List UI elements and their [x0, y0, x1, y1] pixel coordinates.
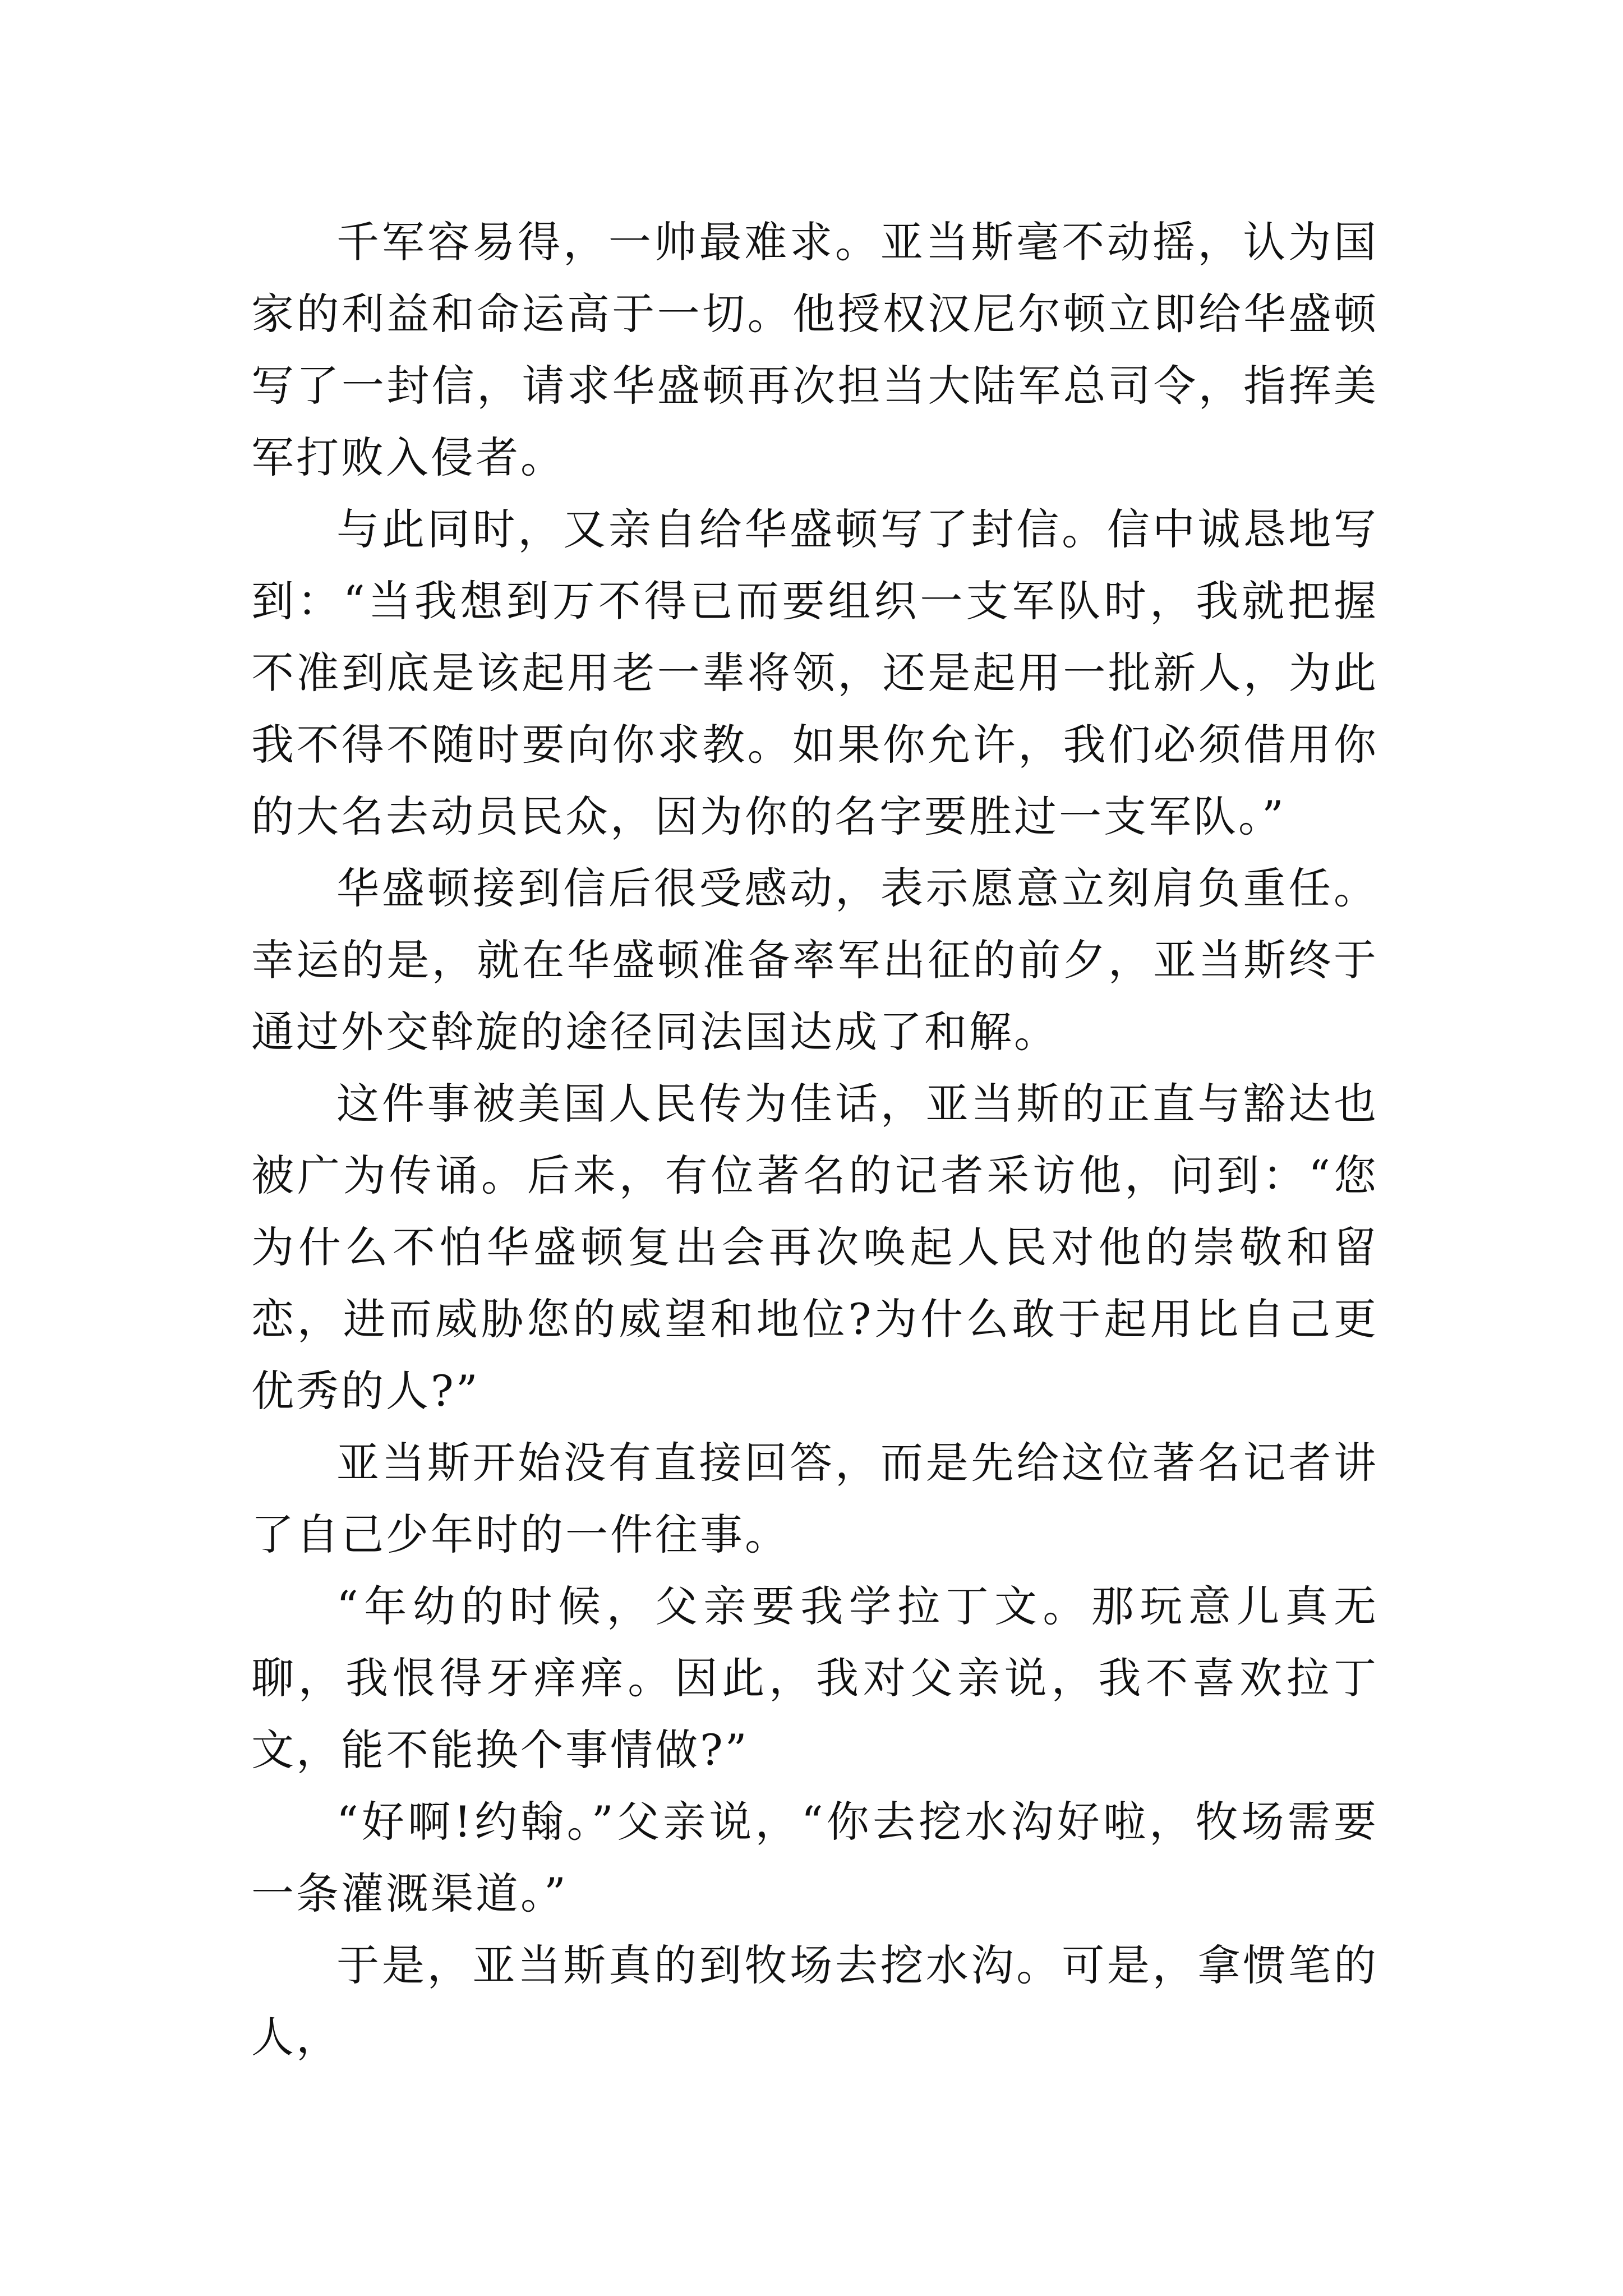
paragraph-4: 这件事被美国人民传为佳话，亚当斯的正直与豁达也被广为传诵。后来，有位著名的记者采访他，问到：“您为什么不怕华盛顿复出会再次唤起人民对他的崇敬和留恋，进而威胁您的威望和地位?为什么敢于起用比自己更优秀的人?”	[251, 1079, 1378, 1416]
paragraph-8: 于是，亚当斯真的到牧场去挖水沟。可是，拿惯笔的人，	[251, 1940, 1378, 2062]
paragraph-3: 华盛顿接到信后很受感动，表示愿意立刻肩负重任。幸运的是，就在华盛顿准备率军出征的前夕，亚当斯终于通过外交斡旋的途径同法国达成了和解。	[251, 863, 1378, 1057]
paragraph-2: 与此同时，又亲自给华盛顿写了封信。信中诚恳地写到：“当我想到万不得已而要组织一支军队时，我就把握不准到底是该起用老一辈将领，还是起用一批新人，为此我不得不随时要向你求教。如果你允许，我们必须借用你的大名去动员民众，因为你的名字要胜过一支军队。”	[251, 504, 1378, 841]
document-body	[251, 206, 1378, 2073]
paragraph-5: 亚当斯开始没有直接回答，而是先给这位著名记者讲了自己少年时的一件往事。	[251, 1438, 1378, 1559]
paragraph-1: 千军容易得，一帅最难求。亚当斯毫不动摇，认为国家的利益和命运高于一切。他授权汉尼尔顿立即给华盛顿写了一封信，请求华盛顿再次担当大陆军总司令，指挥美军打败入侵者。	[251, 217, 1378, 482]
paragraph-7: “好啊!约翰。”父亲说，“你去挖水沟好啦，牧场需要一条灌溉渠道。”	[251, 1797, 1378, 1918]
paragraph-6: “年幼的时候，父亲要我学拉丁文。那玩意儿真无聊，我恨得牙痒痒。因此，我对父亲说，我不喜欢拉丁文，能不能换个事情做?”	[251, 1581, 1378, 1775]
